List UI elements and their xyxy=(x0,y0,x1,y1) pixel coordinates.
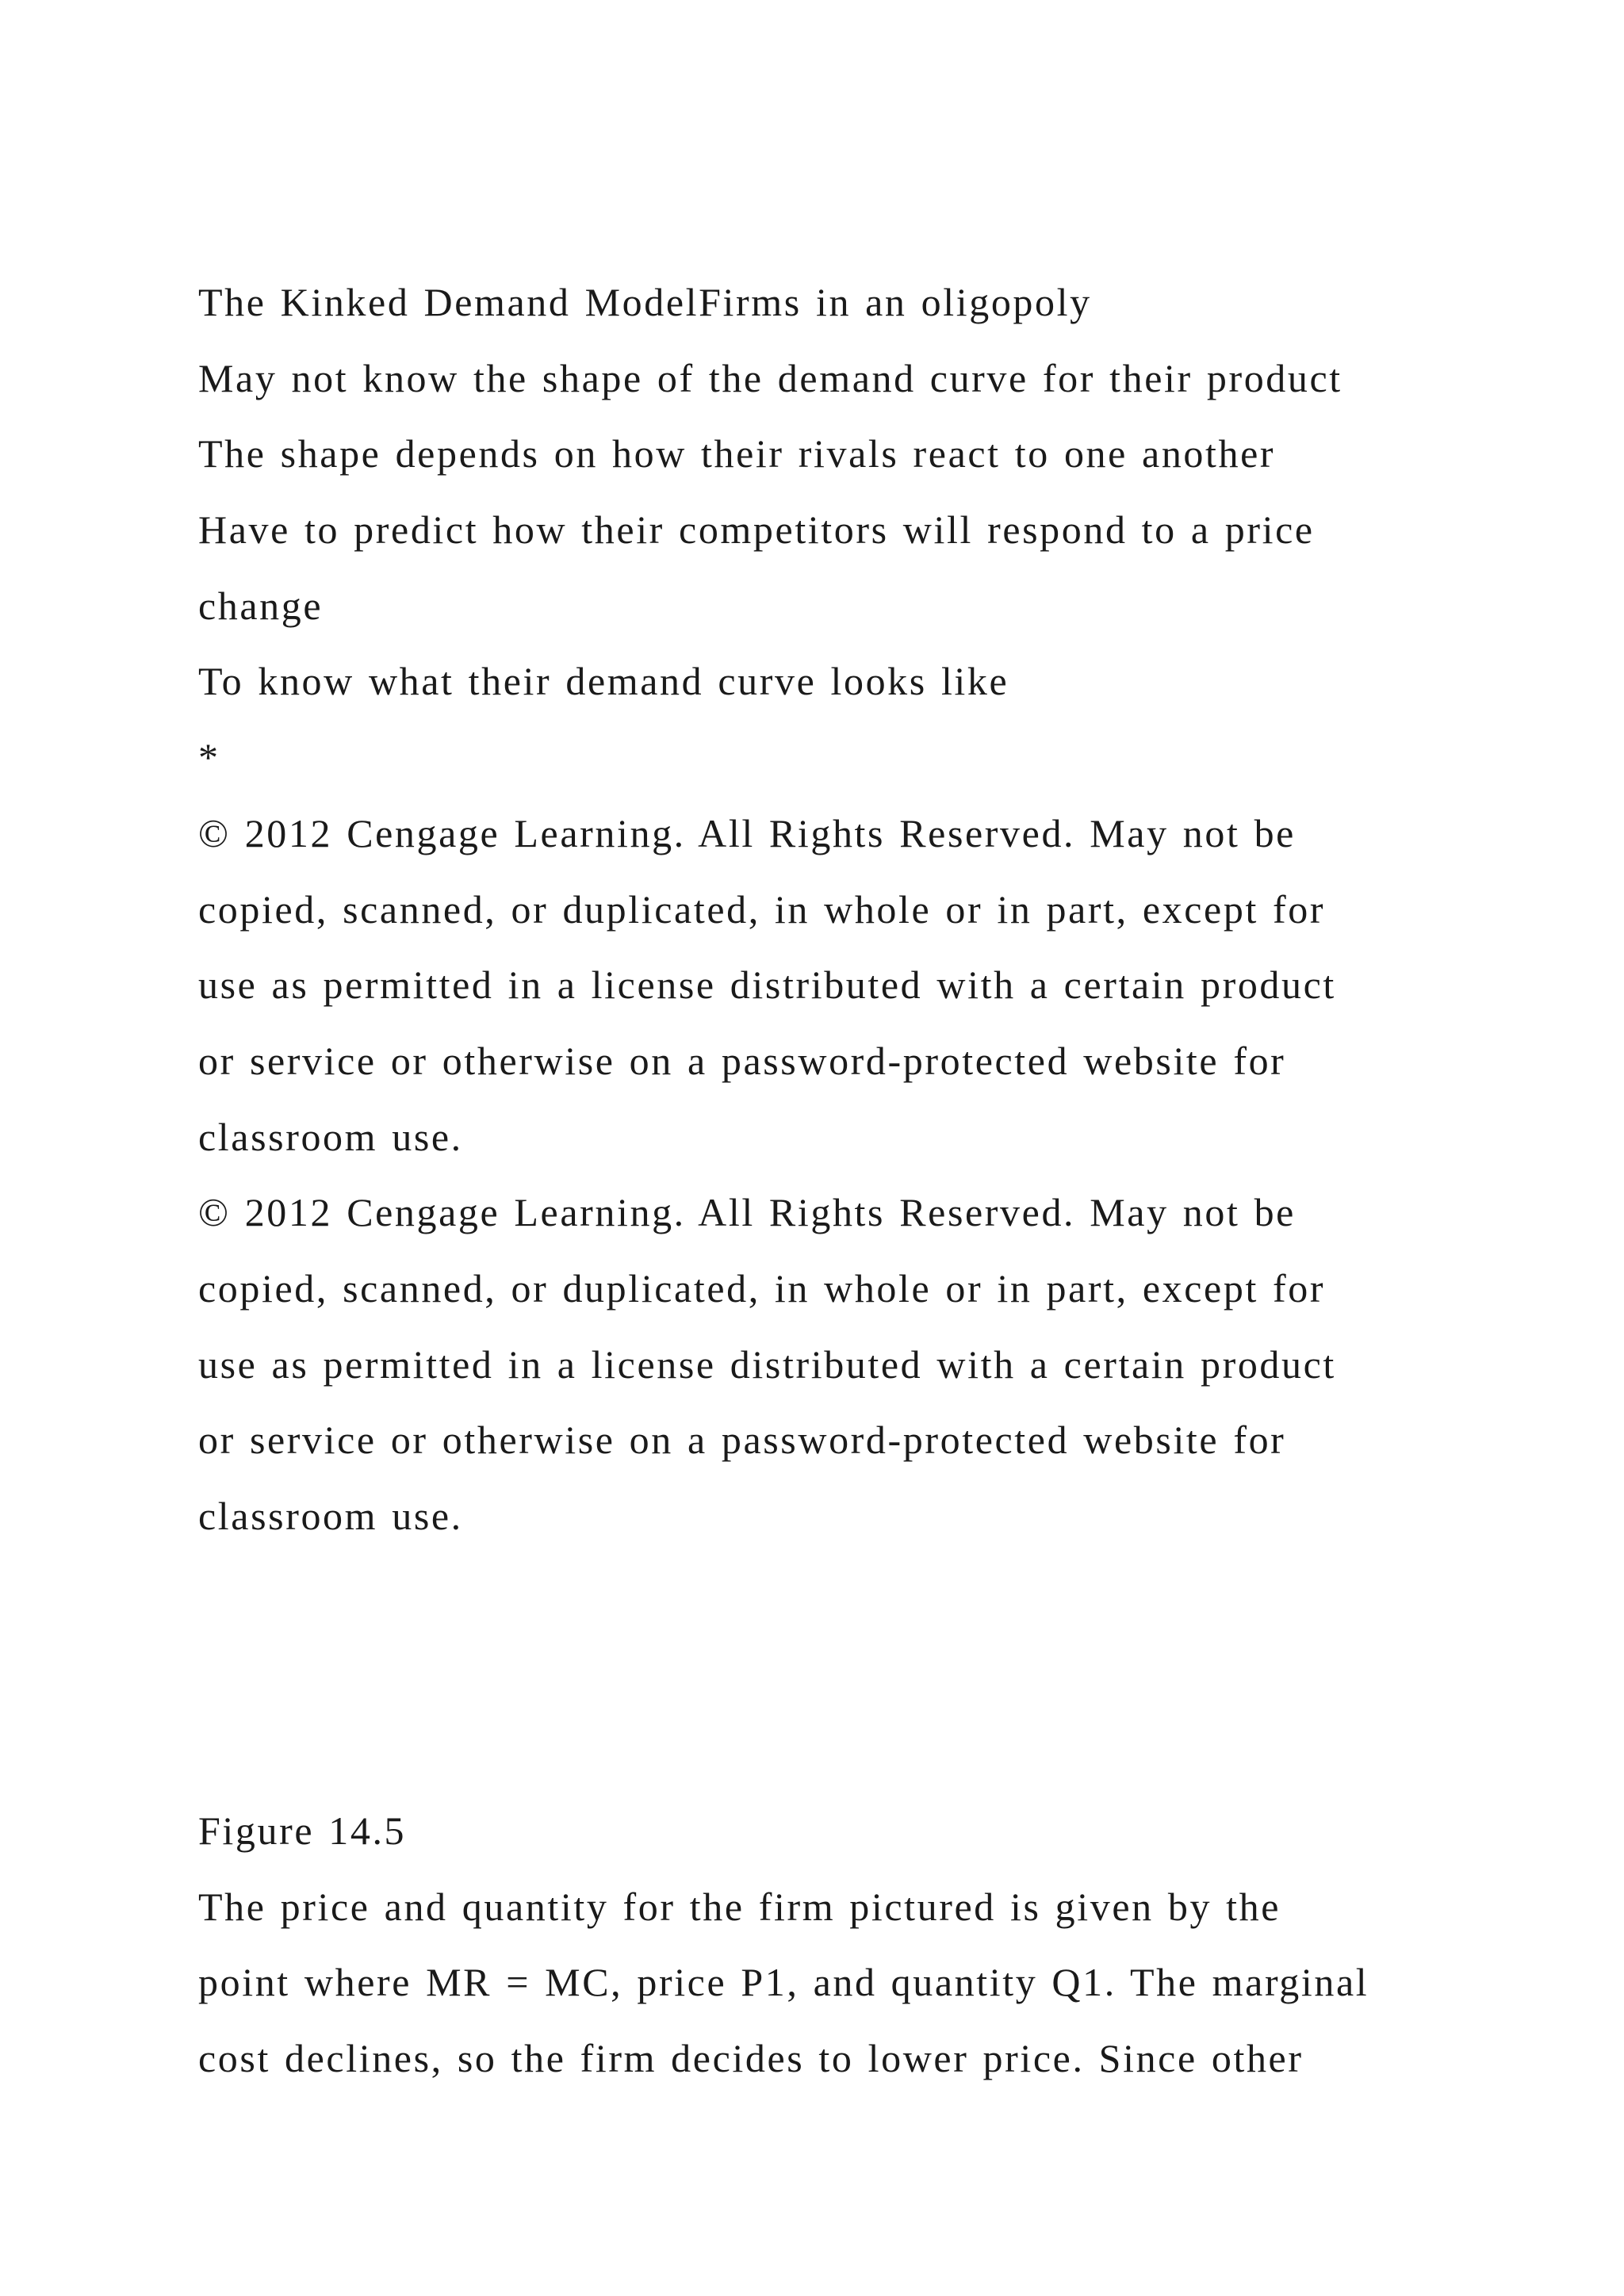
copyright-line: use as permitted in a license distributed with a certain product xyxy=(198,1341,1336,1387)
text-line: To know what their demand curve looks like xyxy=(198,659,1009,704)
copyright-line: © 2012 Cengage Learning. All Rights Reserved. May not be xyxy=(198,1190,1296,1235)
text-line: cost declines, so the firm decides to lower price. Since other xyxy=(198,2036,1304,2081)
text-line: change xyxy=(198,583,324,628)
copyright-line: classroom use. xyxy=(198,1114,463,1159)
figure-caption: Figure 14.5 xyxy=(198,1808,407,1853)
text-line: The Kinked Demand ModelFirms in an oligopoly xyxy=(198,280,1092,324)
copyright-line: © 2012 Cengage Learning. All Rights Reserved. May not be xyxy=(198,810,1296,855)
text-block-bottom xyxy=(198,1793,1546,2097)
copyright-line: use as permitted in a license distributed with a certain product xyxy=(198,962,1336,1008)
copyright-line: copied, scanned, or duplicated, in whole or in part, except for xyxy=(198,886,1326,932)
text-line: The shape depends on how their rivals react to one another xyxy=(198,431,1276,476)
text-line: Have to predict how their competitors will respond to a price xyxy=(198,507,1315,553)
copyright-line: copied, scanned, or duplicated, in whole or in part, except for xyxy=(198,1265,1326,1311)
text-line: The price and quantity for the firm pictured is given by the xyxy=(198,1884,1281,1929)
copyright-line: or service or otherwise on a password-protected website for xyxy=(198,1418,1286,1463)
copyright-line: classroom use. xyxy=(198,1494,463,1538)
text-block-top xyxy=(198,265,1546,1555)
text-line: point where MR = MC, price P1, and quantity Q1. The marginal xyxy=(198,1960,1369,2005)
text-line: May not know the shape of the demand curve for their product xyxy=(198,355,1342,400)
copyright-line: or service or otherwise on a password-protected website for xyxy=(198,1038,1286,1083)
text-line: * xyxy=(198,735,220,780)
